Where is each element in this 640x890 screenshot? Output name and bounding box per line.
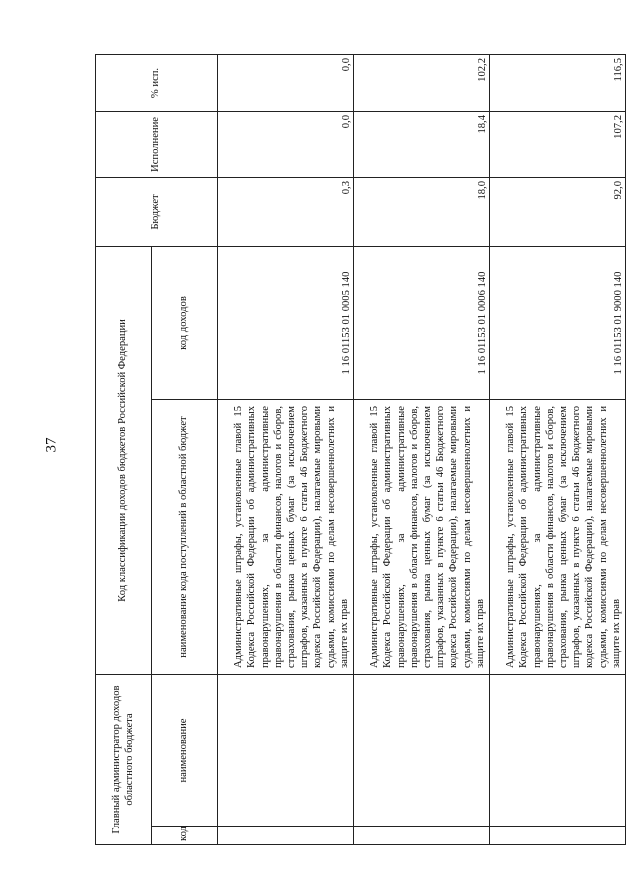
income-code-cell: 1 16 01153 01 0005 140: [218, 246, 354, 399]
percent-cell: 0,0: [218, 54, 354, 111]
execution-cell: 107,2: [490, 111, 626, 177]
budget-cell: 18,0: [354, 177, 490, 246]
table-row: [354, 54, 490, 844]
header-execution: Исполнение: [96, 111, 218, 177]
income-name-text: Административные штрафы, установленные главой 15 Кодекса Российской Федерации об административных правонарушениях, за административные правонарушения в области финансов, налогов и сборов, страхования, рынка ценных бумаг (за исключением штрафов, указанных в пункте 6 статьи 46 Бюджетного кодекса Российской Федерации), налагаемые мировыми судьями, комиссиями по делам несовершеннолетних и защите их прав: [233, 406, 350, 668]
income-name-cell: [354, 400, 490, 675]
admin-name-cell: [218, 675, 354, 827]
admin-name-cell: [354, 675, 490, 827]
header-budget: Бюджет: [96, 177, 218, 246]
rotated-table-container: [95, 55, 624, 845]
header-percent: % исп.: [96, 54, 218, 111]
admin-code-cell: [218, 827, 354, 845]
percent-cell: 116,5: [490, 54, 626, 111]
header-income-code: код доходов: [152, 246, 218, 399]
income-name-text: Административные штрафы, установленные главой 15 Кодекса Российской Федерации об административных правонарушениях, за административные правонарушения в области финансов, налогов и сборов, страхования, рынка ценных бумаг (за исключением штрафов, указанных в пункте 6 статьи 46 Бюджетного кодекса Российской Федерации), налагаемые мировыми судьями, комиссиями по делам несовершеннолетних и защите их прав: [505, 406, 622, 668]
header-admin-code: код: [152, 827, 218, 845]
page-number: 37: [43, 437, 60, 453]
table-row: [490, 54, 626, 844]
income-name-cell: [490, 400, 626, 675]
percent-cell: 102,2: [354, 54, 490, 111]
budget-cell: 92,0: [490, 177, 626, 246]
header-admin-name: наименование: [152, 675, 218, 827]
execution-cell: 18,4: [354, 111, 490, 177]
income-code-cell: 1 16 01153 01 0006 140: [354, 246, 490, 399]
admin-code-cell: [490, 827, 626, 845]
income-name-cell: [218, 400, 354, 675]
header-income-name: наименование кода поступлений в областной бюджет: [152, 400, 218, 675]
execution-cell: 0,0: [218, 111, 354, 177]
admin-name-cell: [490, 675, 626, 827]
budget-cell: 0,3: [218, 177, 354, 246]
table-row: [218, 54, 354, 844]
revenue-table: [95, 54, 626, 845]
header-classification-group: Код классификации доходов бюджетов Российской Федерации: [96, 246, 152, 674]
admin-code-cell: [354, 827, 490, 845]
income-code-cell: 1 16 01153 01 9000 140: [490, 246, 626, 399]
header-admin-group: Главный администратор доходов областного бюджета: [96, 675, 152, 845]
income-name-text: Административные штрафы, установленные главой 15 Кодекса Российской Федерации об административных правонарушениях, за административные правонарушения в области финансов, налогов и сборов, страхования, рынка ценных бумаг (за исключением штрафов, указанных в пункте 6 статьи 46 Бюджетного кодекса Российской Федерации), налагаемые мировыми судьями, комиссиями по делам несовершеннолетних и защите их прав: [369, 406, 486, 668]
